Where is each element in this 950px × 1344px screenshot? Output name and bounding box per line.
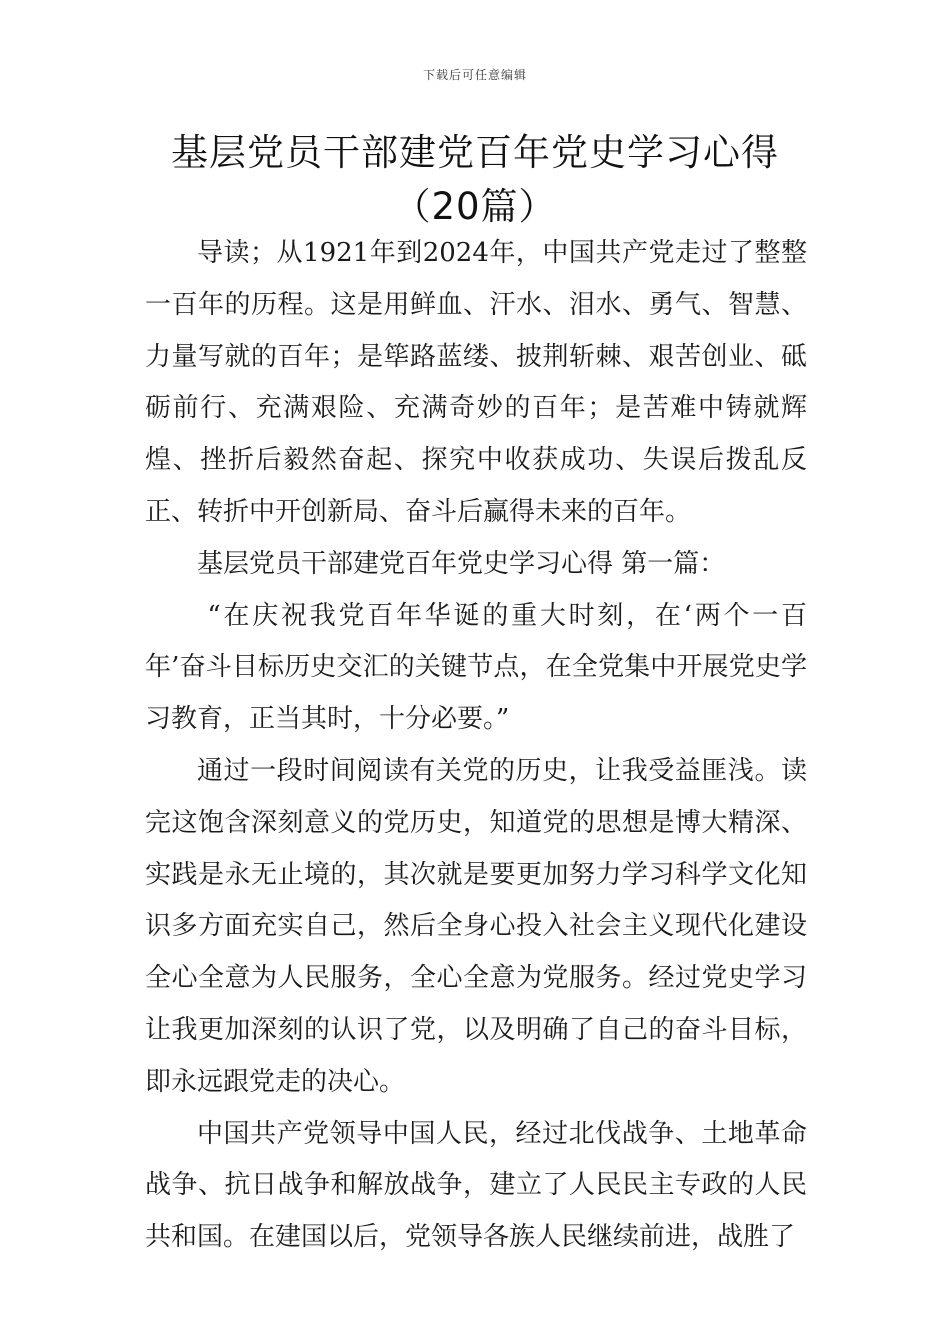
quote-paragraph: “在庆祝我党百年华诞的重大时刻，在‘两个一百年’奋斗目标历史交汇的关键节点，在全党集中开展党史学习教育，正当其时，十分必要。”: [145, 600, 807, 735]
body-paragraph: 通过一段时间阅读有关党的历史，让我受益匪浅。读完这饱含深刻意义的党历史，知道党的思想是博大精深、实践是永无止境的，其次就是要更加努力学习科学文化知识多方面充实自己，然后全身心投入社会主义现代化建设全心全意为人民服务，全心全意为党服务。经过党史学习让我更加深刻的认识了党，以及明确了自己的奋斗目标，即永远跟党走的决心。: [145, 755, 807, 1097]
document-title: 基层党员干部建党百年党史学习心得（20篇）: [171, 131, 779, 228]
header-note: 下载后可任意编辑: [422, 68, 527, 82]
intro-paragraph: 导读；从1921年到2024年，中国共产党走过了整整一百年的历程。这是用鲜血、汗水、泪水、勇气、智慧、力量写就的百年；是筚路蓝缕、披荆斩棘、艰苦创业、砥砺前行、充满艰险、充满奇妙的百年；是苦难中铸就辉煌、挫折后毅然奋起、探究中收获成功、失误后拨乱反正、转折中开创新局、奋斗后赢得未来的百年。: [145, 238, 807, 527]
body-paragraph: 中国共产党领导中国人民，经过北伐战争、土地革命战争、抗日战争和解放战争，建立了人民民主专政的人民共和国。在建国以后，党领导各族人民继续前进，战胜了: [145, 1118, 807, 1253]
document-body: [145, 228, 807, 1264]
section-heading: 基层党员干部建党百年党史学习心得 第一篇：: [197, 548, 726, 579]
